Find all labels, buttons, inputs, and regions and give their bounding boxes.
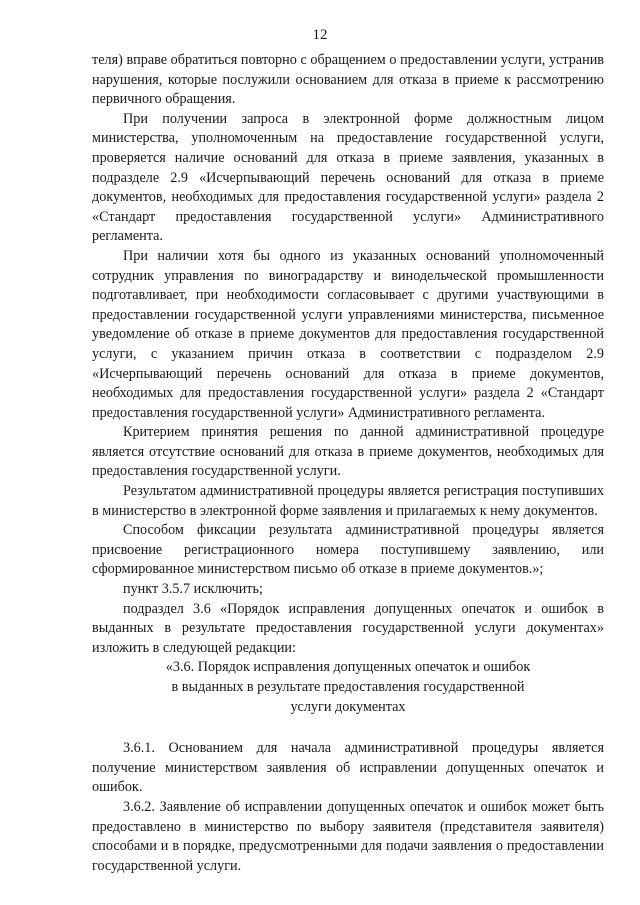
section-heading-line: услуги документах (290, 698, 406, 715)
page-number: 12 (312, 27, 328, 43)
paragraph-procedure-result: Результатом административной процедуры является регистрация поступивших в министерство в электронной форме заявления и прилагаемых к нему документов. (92, 483, 604, 519)
paragraph-clause-exclusion: пункт 3.5.7 исключить; (123, 581, 263, 598)
section-heading-line: «3.6. Порядок исправления допущенных опечаток и ошибок (165, 659, 531, 676)
paragraph-decision-criterion: Критерием принятия решения по данной административной процедуре является отсутствие оснований для отказа в приеме документов, необходимых для предоставления государственной услуги. (92, 424, 604, 480)
paragraph-electronic-request-check: При получении запроса в электронной форме должностным лицом министерства, уполномоченным на предоставление государственной услуги, проверяется наличие оснований для отказа в приеме заявления, указанных в подразделе 2.9 «Исчерпывающий перечень оснований для отказа в приеме документов, необходимых для предоставления государственной услуги» раздела 2 «Стандарт предоставления государственной услуги» Административного регламента. (92, 110, 604, 245)
document-body (92, 51, 604, 876)
section-spacer (92, 717, 604, 739)
paragraph-result-recording: Способом фиксации результата административной процедуры является присвоение регистрационного номера поступившему заявлению, или сформированное министерством письмо об отказе в приеме документов.»; (92, 522, 604, 578)
paragraph-3-6-1: 3.6.1. Основанием для начала административной процедуры является получение министерством заявления об исправлении допущенных опечаток и ошибок. (92, 740, 604, 796)
paragraph-subsection-amendment: подраздел 3.6 «Порядок исправления допущенных опечаток и ошибок в выданных в результате предоставления государственной услуги документах» изложить в следующей редакции: (92, 600, 604, 656)
section-heading (92, 658, 604, 717)
paragraph-continuation: теля) вправе обратиться повторно с обращением о предоставлении услуги, устранив нарушения, которые послужили основанием для отказа в приеме к рассмотрению первичного обращения. (92, 52, 604, 108)
section-heading-line: в выданных в результате предоставления государственной (171, 679, 525, 695)
paragraph-3-6-2: 3.6.2. Заявление об исправлении допущенных опечаток и ошибок может быть предоставлено в министерство по выбору заявителя (представителя заявителя) способами и в порядке, предусмотренными для подачи заявления о предоставлении государственной услуги. (92, 798, 604, 874)
paragraph-refusal-notice: При наличии хотя бы одного из указанных оснований уполномоченный сотрудник управления по виноградарству и винодельческой промышленности подготавливает, при необходимости согласовывает с другими участвующими в предоставлении государственной услуги управлениями министерства, письменное уведомление об отказе в приеме документов для предоставления государственной услуги, с указанием причин отказа в соответствии с подразделом 2.9 «Исчерпывающий перечень оснований для отказа в приеме документов, необходимых для предоставления государственной услуги» раздела 2 «Стандарт предоставления государственной услуги» Административного регламента. (92, 247, 604, 421)
